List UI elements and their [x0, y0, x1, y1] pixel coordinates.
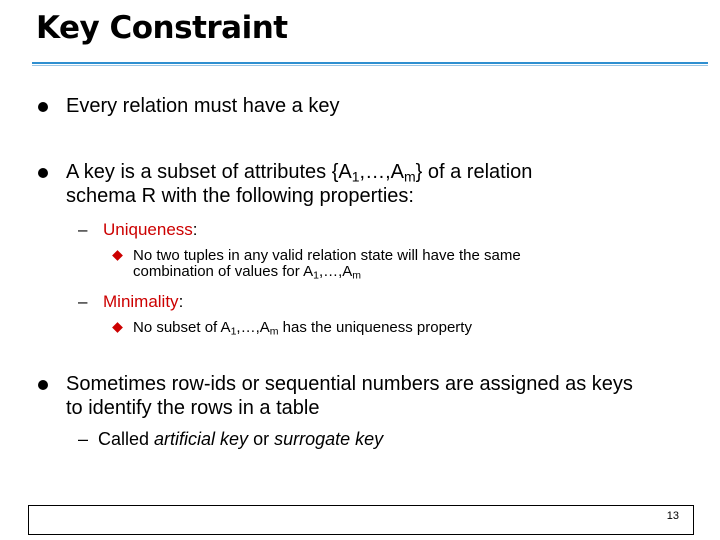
diamond-bullet-icon [112, 250, 123, 261]
dash-icon: – [78, 292, 88, 311]
bullet-dot-icon [38, 380, 48, 390]
slide-footer [28, 505, 694, 535]
key-definition-line2: schema R with the following properties: [66, 185, 414, 207]
bullet-dot-icon [38, 102, 48, 112]
artificial-key-term: artificial key [154, 429, 249, 449]
dash-icon: – [78, 429, 89, 449]
dash-icon: – [78, 220, 88, 239]
minimality-label: Minimality [103, 292, 179, 311]
diamond-bullet-icon [112, 322, 123, 333]
surrogate-key-term: surrogate key [274, 429, 384, 449]
slide-title: Key Constraint [36, 10, 288, 46]
uniqueness-label: Uniqueness [103, 220, 193, 239]
title-rule [32, 62, 708, 64]
key-definition-line1: A key is a subset of attributes $\{A_1,\dots,A_m\}$ of a relation [66, 161, 533, 185]
bullet-dot-icon [38, 168, 48, 178]
title-rule-shadow [32, 65, 708, 66]
page-number: 13 [666, 510, 679, 522]
